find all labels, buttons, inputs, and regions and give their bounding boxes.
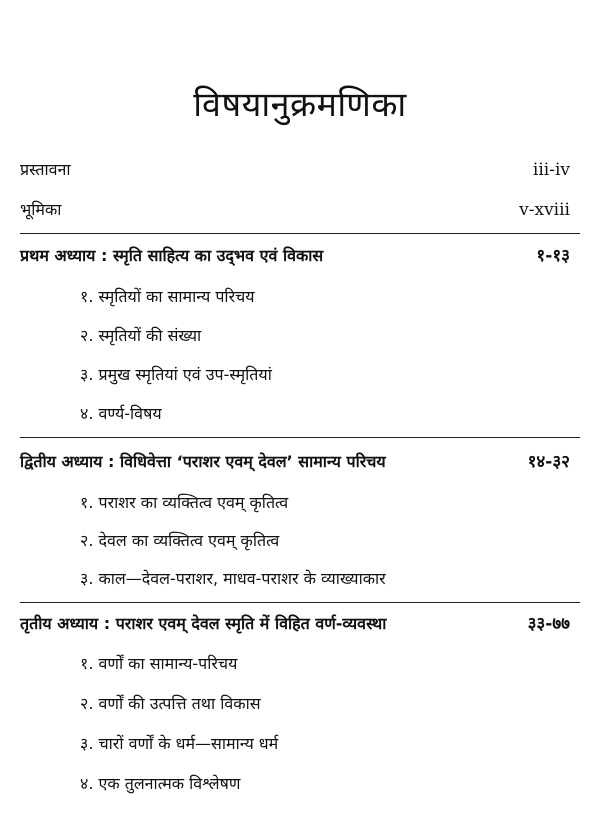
- section-title: २. वर्णों की उत्पत्ति तथा विकास: [80, 694, 261, 713]
- section-title: २. स्मृतियों की संख्या: [80, 326, 202, 345]
- toc-section[interactable]: [0, 731, 600, 757]
- section-title: १. पराशर का व्यक्तित्व एवम् कृतित्व: [80, 493, 289, 512]
- divider: [20, 233, 580, 234]
- toc-section[interactable]: [0, 490, 600, 516]
- section-title: १. वर्णों का सामान्य-परिचय: [80, 654, 238, 673]
- toc-section[interactable]: [0, 691, 600, 717]
- toc-entry-label: प्रस्तावना: [20, 160, 71, 179]
- section-title: १. स्मृतियों का सामान्य परिचय: [80, 287, 255, 306]
- toc-section[interactable]: [0, 771, 600, 797]
- toc-section[interactable]: [0, 528, 600, 554]
- page-title: विषयानुक्रमणिका: [193, 85, 407, 125]
- toc-section[interactable]: [0, 362, 600, 388]
- toc-section[interactable]: [0, 401, 600, 427]
- toc-entry-label: भूमिका: [20, 200, 62, 219]
- chapter-pages: ३३-७७: [527, 614, 570, 634]
- toc-entry-pages: v-xviii: [519, 200, 570, 220]
- section-title: ३. चारों वर्णों के धर्म—सामान्य धर्म: [80, 734, 279, 753]
- toc-entry-preface[interactable]: [0, 157, 600, 183]
- section-title: ३. प्रमुख स्मृतियां एवं उप-स्मृतियां: [80, 365, 272, 384]
- section-title: २. देवल का व्यक्तित्व एवम् कृतित्व: [80, 531, 280, 550]
- section-title: ४. वर्ण्य-विषय: [80, 404, 162, 423]
- chapter-title: द्वितीय अध्याय : विधिवेत्ता ‘पराशर एवम् देवल’ सामान्य परिचय: [20, 452, 386, 471]
- chapter-title: प्रथम अध्याय : स्मृति साहित्य का उद्‌भव एवं विकास: [20, 246, 324, 265]
- chapter-title: तृतीय अध्याय : पराशर एवम् देवल स्मृति में विहित वर्ण-व्यवस्था: [20, 614, 387, 633]
- section-title: ४. एक तुलनात्मक विश्लेषण: [80, 774, 241, 793]
- divider: [20, 437, 580, 438]
- toc-entry-introduction[interactable]: [0, 197, 600, 223]
- toc-entry-pages: iii-iv: [532, 160, 570, 180]
- toc-chapter-2[interactable]: [0, 449, 600, 475]
- chapter-pages: १-१३: [536, 246, 570, 266]
- toc-section[interactable]: [0, 323, 600, 349]
- chapter-pages: १४-३२: [527, 452, 570, 472]
- toc-chapter-3[interactable]: [0, 611, 600, 637]
- divider: [20, 602, 580, 603]
- toc-section[interactable]: [0, 651, 600, 677]
- section-title: ३. काल—देवल-पराशर, माधव-पराशर के व्याख्याकार: [80, 569, 386, 588]
- toc-section[interactable]: [0, 566, 600, 592]
- toc-chapter-1[interactable]: [0, 243, 600, 269]
- toc-section[interactable]: [0, 284, 600, 310]
